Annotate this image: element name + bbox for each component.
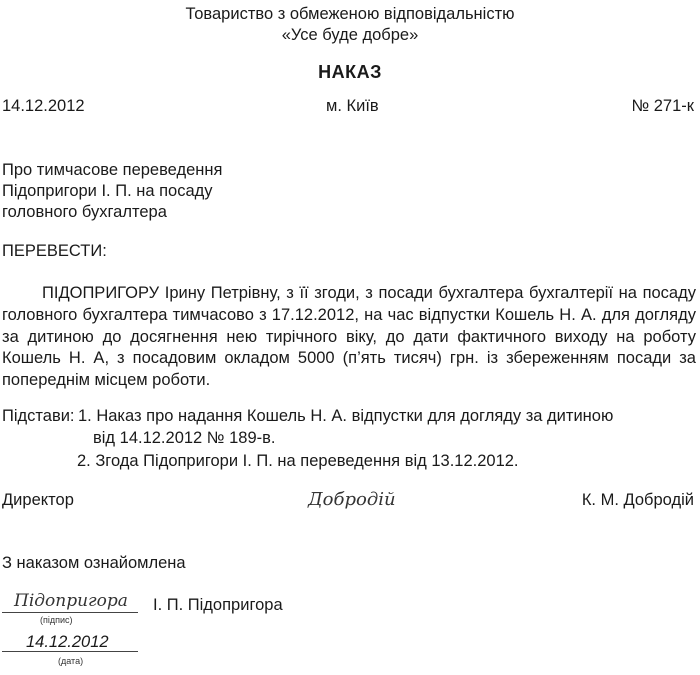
ground-item-1-continuation: від 14.12.2012 № 189-в. (93, 429, 276, 447)
order-city: м. Київ (326, 97, 379, 115)
subject-line-1: Про тимчасове переведення (2, 161, 223, 179)
signature-caption: (підпис) (40, 615, 73, 625)
employee-name: І. П. Підопригора (153, 596, 283, 614)
director-name: К. М. Добродій (581, 491, 694, 509)
grounds-label: Підстави: (2, 407, 75, 425)
signature-line (2, 612, 138, 613)
acknowledgement-date: 14.12.2012 (26, 633, 109, 651)
director-signature: Добродій (308, 489, 396, 510)
ground-item-1: 1. Наказ про надання Кошель Н. А. відпустки для догляду за дитиною (78, 407, 614, 425)
organization-name: «Усе буде добре» (281, 26, 419, 44)
order-action: ПЕРЕВЕСТИ: (2, 242, 107, 260)
subject-line-3: головного бухгалтера (2, 203, 167, 221)
date-line (2, 651, 138, 652)
acknowledgement-label: З наказом ознайомлена (2, 554, 186, 572)
date-caption: (дата) (58, 656, 84, 666)
organization-type: Товариство з обмеженою відповідальністю (185, 5, 515, 23)
ground-item-2: 2. Згода Підопригори І. П. на переведення від 13.12.2012. (77, 452, 519, 470)
order-date: 14.12.2012 (2, 97, 85, 115)
document-title: НАКАЗ (318, 62, 382, 82)
order-number: № 271-к (631, 97, 694, 115)
order-body: ПІДОПРИГОРУ Ірину Петрівну, з її згоди, з посади бухгалтера бухгалтерії на посаду головного бухгалтера тимчасово з 17.12.2012, на час відпустки Кошель Н. А. для догляду за дитиною до досягнення нею тирічного віку, до дати фактичного виходу на роботу Кошель Н. А, з посадовим окладом 5000 (п’ять тисяч) грн. із збереженням посади за попереднім місцем роботи. (2, 284, 696, 390)
subject-line-2: Підопригори І. П. на посаду (2, 182, 213, 200)
director-label: Директор (2, 491, 74, 509)
employee-signature: Підопригора (14, 591, 128, 611)
